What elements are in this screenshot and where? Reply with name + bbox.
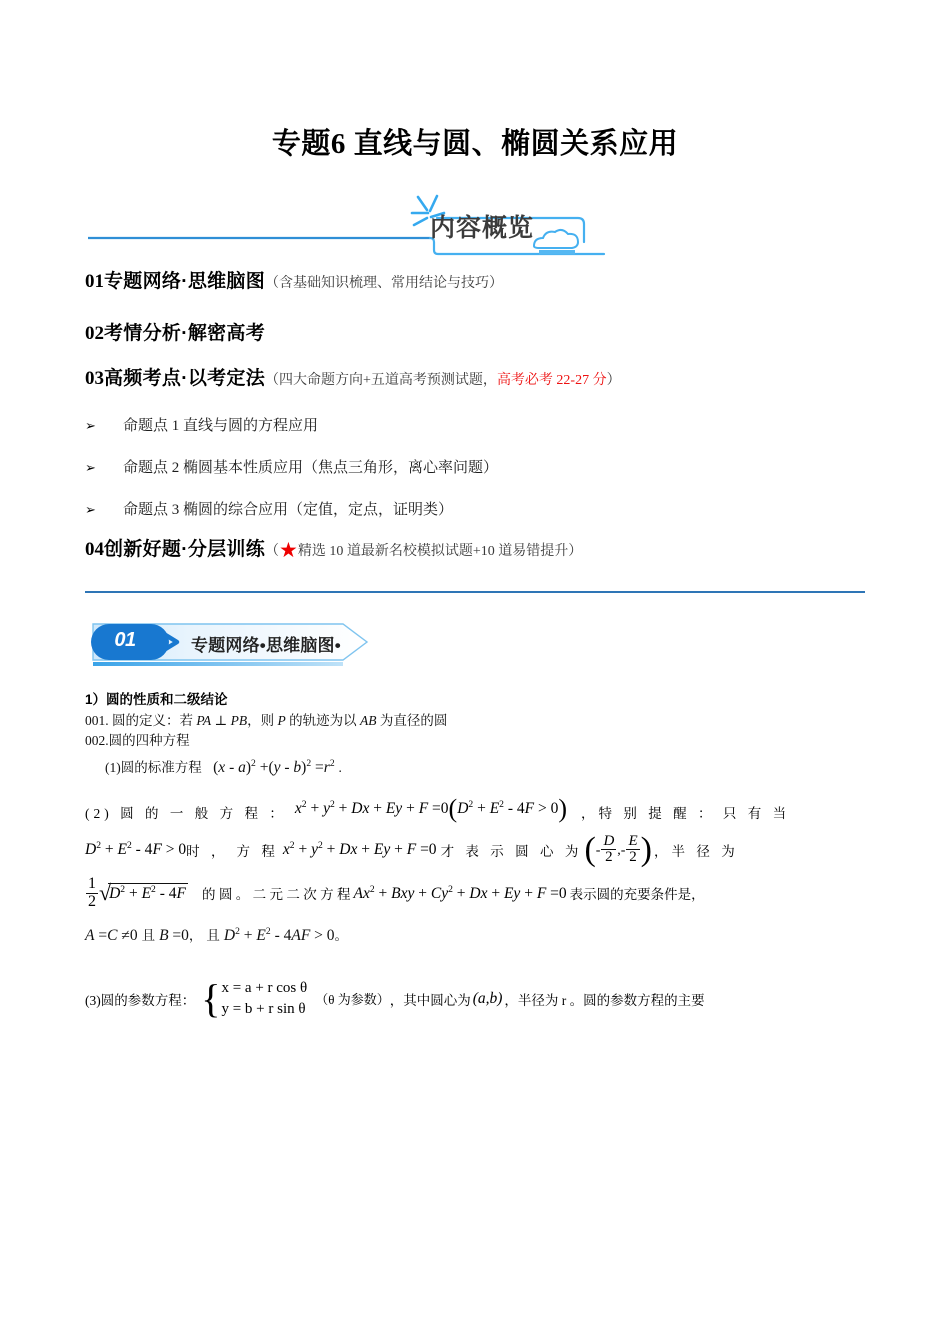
- line-3-equation: $x^2 + y^2 + Dx + Ey + F =0$: [282, 840, 437, 859]
- line-001-ab: AB: [359, 712, 377, 728]
- line-4-radius: $\frac{1}{2}$ $√D^2 + E^2 - 4F$: [88, 875, 186, 910]
- list-item-label: 命题点 2 椭圆基本性质应用（焦点三角形，离心率问题）: [123, 459, 499, 476]
- line-5-a: A =C ≠0: [85, 926, 138, 944]
- line-3-text-4: ，半 径 为: [653, 843, 739, 859]
- line-4-frac-num: 1: [88, 875, 96, 893]
- toc-item-number: 01: [85, 270, 104, 292]
- list-item-label: 命题点 1 直线与圆的方程应用: [123, 417, 319, 434]
- item-1-period: .: [338, 760, 342, 776]
- item-1-equation: $(x - a)^2 +(y - b)^2 =r^2$: [213, 757, 335, 777]
- section-badge-label: 专题网络•思维脑图•: [191, 635, 341, 655]
- cloud-icon: [534, 230, 578, 255]
- line-5-and-1: 且: [141, 927, 156, 943]
- line-4-text-2: 表示圆的充要条件是，: [569, 887, 705, 903]
- list-item-label: 命题点 3 椭圆的综合应用（定值，定点，证明类）: [123, 501, 454, 518]
- line-3-text-2: 方 程: [236, 843, 279, 859]
- content-line-5: [85, 925, 865, 948]
- toc-item-number: 04: [85, 538, 104, 560]
- line-001-perp: ⊥: [211, 712, 231, 728]
- toc-item-heading: 专题网络·思维脑图: [104, 270, 266, 292]
- content-body: [85, 688, 865, 1019]
- star-icon: ★: [279, 537, 298, 562]
- item-3-equation-x: x = a + r cos θ: [221, 980, 308, 997]
- section-badge-number: 01: [114, 628, 136, 651]
- table-of-contents: [85, 272, 865, 561]
- section-divider: [85, 591, 865, 593]
- line-001-pa: PA: [196, 712, 212, 728]
- line-3-text-1: 时 ，: [186, 843, 229, 859]
- toc-item-number: 02: [85, 322, 104, 344]
- content-line-3: [85, 831, 865, 869]
- item-2-suffix: ，特 别 提 醒 ： 只 有 当: [581, 805, 791, 821]
- line-001-mid2: 的轨迹为以: [285, 712, 360, 728]
- toc-item-note: （: [265, 543, 280, 559]
- arrow-bullet-icon: ➢: [85, 502, 96, 518]
- line-3-condition: $D^2 + E^2 - 4F > 0$: [85, 840, 187, 859]
- content-item-3: [85, 975, 865, 1021]
- line-5-end: 。: [334, 927, 349, 943]
- toc-item-03: [85, 369, 865, 388]
- content-sub-heading: 1）圆的性质和二级结论: [85, 691, 228, 707]
- list-item: [85, 456, 865, 477]
- item-3-label: (3)圆的参数方程：: [85, 992, 196, 1008]
- item-3-system: { x = a + r cos θ y = b + r sin θ: [201, 975, 308, 1021]
- list-item: [85, 498, 865, 519]
- item-3-center: (a,b): [472, 989, 503, 1007]
- line-3-text-3: 才 表 示 圆 心 为: [440, 843, 583, 859]
- item-2-label: (2) 圆 的 一 般 方 程 ：: [85, 805, 287, 821]
- line-001-pb: PB: [230, 712, 248, 728]
- toc-item-04: [85, 537, 865, 562]
- item-3-parameter-note: （θ 为参数）: [315, 992, 390, 1007]
- list-item: [85, 414, 865, 435]
- toc-item-heading: 考情分析·解密高考: [104, 322, 266, 344]
- item-2-equation: $x^2 + y^2 + Dx + Ey + F =0(D^2 + E^2 - 4F > 0)$: [294, 793, 568, 823]
- toc-item-note: （含基础知识梳理、常用结论与技巧）: [265, 275, 504, 291]
- line-001-end: 为直径的圆: [376, 712, 448, 728]
- overview-banner: [85, 180, 865, 258]
- toc-item-note-close: ）: [606, 372, 621, 388]
- arrow-bullet-icon: ➢: [85, 418, 96, 434]
- toc-item-number: 03: [85, 367, 104, 389]
- toc-item-note-close: 精选 10 道最新名校模拟试题+10 道易错提升）: [297, 543, 583, 559]
- line-4-text-1: 的 圆 。 二 元 二 次 方 程: [201, 887, 351, 903]
- toc-item-note-highlight: 高考必考 22-27 分: [496, 372, 607, 388]
- line-001-p: P: [277, 712, 286, 728]
- toc-item-01: [85, 272, 865, 291]
- line-4-equation: $Ax^2$ + Bxy + $Cy^2 + Dx + Ey + F =0$: [353, 883, 567, 902]
- line-5-comma: ，: [188, 927, 203, 943]
- content-line-4: [85, 876, 865, 911]
- item-3-text-2: ，半径为 r 。圆的参数方程的主要: [504, 992, 705, 1008]
- toc-item-02: [85, 324, 865, 343]
- line-5-b: B =0: [159, 926, 189, 944]
- line-3-center-point: (- $\frac{D}{2}$ ,- $\frac{E}{2}$ ): [584, 831, 652, 869]
- item-1-label: (1)圆的标准方程: [105, 760, 202, 776]
- item-3-text-1: ，其中圆心为: [389, 992, 471, 1008]
- line-5-and-2: 且: [206, 927, 220, 943]
- arrow-bullet-icon: ➢: [85, 460, 96, 476]
- content-item-1: [85, 757, 865, 780]
- toc-item-heading: 创新好题·分层训练: [104, 538, 266, 560]
- line-001-prefix: 001. 圆的定义：若: [85, 712, 197, 728]
- toc-item-note: （四大命题方向+五道高考预测试题，: [265, 372, 497, 388]
- toc-item-heading: 高频考点·以考定法: [104, 367, 266, 389]
- content-item-2: [85, 793, 865, 823]
- content-line-001: [85, 711, 865, 731]
- section-badge-01: [85, 618, 385, 668]
- content-line-002: 002.圆的四种方程: [85, 733, 190, 749]
- line-5-c: $D^2 + E^2 - 4AF > 0$: [223, 925, 335, 944]
- overview-banner-label: 内容概览: [430, 213, 535, 242]
- item-3-equation-y: y = b + r sin θ: [221, 1000, 306, 1017]
- toc-bullet-list: [85, 414, 865, 519]
- page-title: 专题6 直线与圆、椭圆关系应用: [271, 128, 679, 160]
- line-4-frac-den: 2: [88, 892, 96, 910]
- line-001-mid: ，则: [247, 712, 278, 728]
